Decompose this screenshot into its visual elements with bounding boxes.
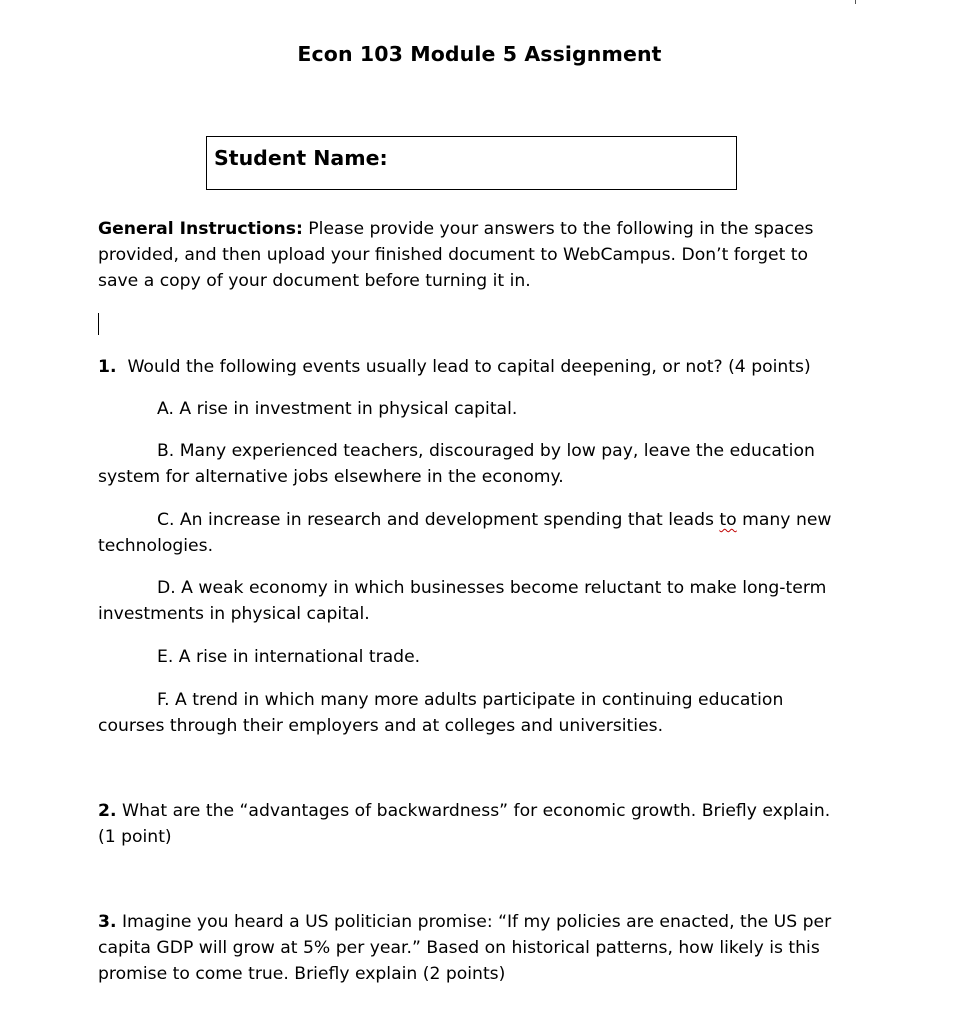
student-name-box[interactable] xyxy=(206,136,737,190)
q1-option-c-post: many new xyxy=(736,510,832,530)
q1-option-c-pre: C. An increase in research and development spending that leads xyxy=(157,510,720,530)
page-edge-mark xyxy=(855,0,856,4)
question-2-number: 2. xyxy=(98,801,117,821)
instructions-line-3: save a copy of your document before turning it in. xyxy=(98,271,531,291)
q1-option-f-line-2: courses through their employers and at colleges and universities. xyxy=(98,716,664,736)
question-2-line-1 xyxy=(98,798,858,824)
q1-option-d-line-2: investments in physical capital. xyxy=(98,604,370,624)
question-3-line-3: promise to come true. Briefly explain (2 points) xyxy=(98,964,506,984)
q1-option-d-line-1: D. A weak economy in which businesses become reluctant to make long-term xyxy=(157,578,827,598)
spellcheck-flagged-word[interactable]: to xyxy=(719,510,737,530)
question-1 xyxy=(98,354,858,380)
instructions-label: General Instructions: xyxy=(98,219,303,239)
q1-option-f-line-1: F. A trend in which many more adults participate in continuing education xyxy=(157,690,784,710)
q1-option-c-line-2: technologies. xyxy=(98,536,214,556)
q1-option-b-line-1: B. Many experienced teachers, discouraged by low pay, leave the education xyxy=(157,441,815,461)
question-3-line-1 xyxy=(98,909,858,935)
instructions-text-1: Please provide your answers to the following in the spaces xyxy=(302,219,814,239)
q1-option-e: E. A rise in international trade. xyxy=(157,647,421,667)
question-3-line-2: capita GDP will grow at 5% per year.” Based on historical patterns, how likely is this xyxy=(98,938,820,958)
q1-option-b-line-2: system for alternative jobs elsewhere in the economy. xyxy=(98,467,564,487)
page-title: Econ 103 Module 5 Assignment xyxy=(297,42,662,66)
question-2-line-2: (1 point) xyxy=(98,827,172,847)
question-3-number: 3. xyxy=(98,912,117,932)
q1-option-a: A. A rise in investment in physical capital. xyxy=(157,399,518,419)
question-2-text: What are the “advantages of backwardness” for economic growth. Briefly explain. xyxy=(116,801,831,821)
student-name-label: Student Name: xyxy=(214,146,388,170)
question-1-text: Would the following events usually lead to capital deepening, or not? (4 points) xyxy=(127,357,811,377)
question-1-number: 1. xyxy=(98,357,117,377)
instructions-line-2: provided, and then upload your finished document to WebCampus. Don’t forget to xyxy=(98,245,809,265)
q1-option-c-line-1 xyxy=(157,507,831,533)
question-3-text: Imagine you heard a US politician promise: “If my policies are enacted, the US per xyxy=(116,912,832,932)
instructions-line-1 xyxy=(98,216,858,242)
text-cursor xyxy=(98,313,99,335)
